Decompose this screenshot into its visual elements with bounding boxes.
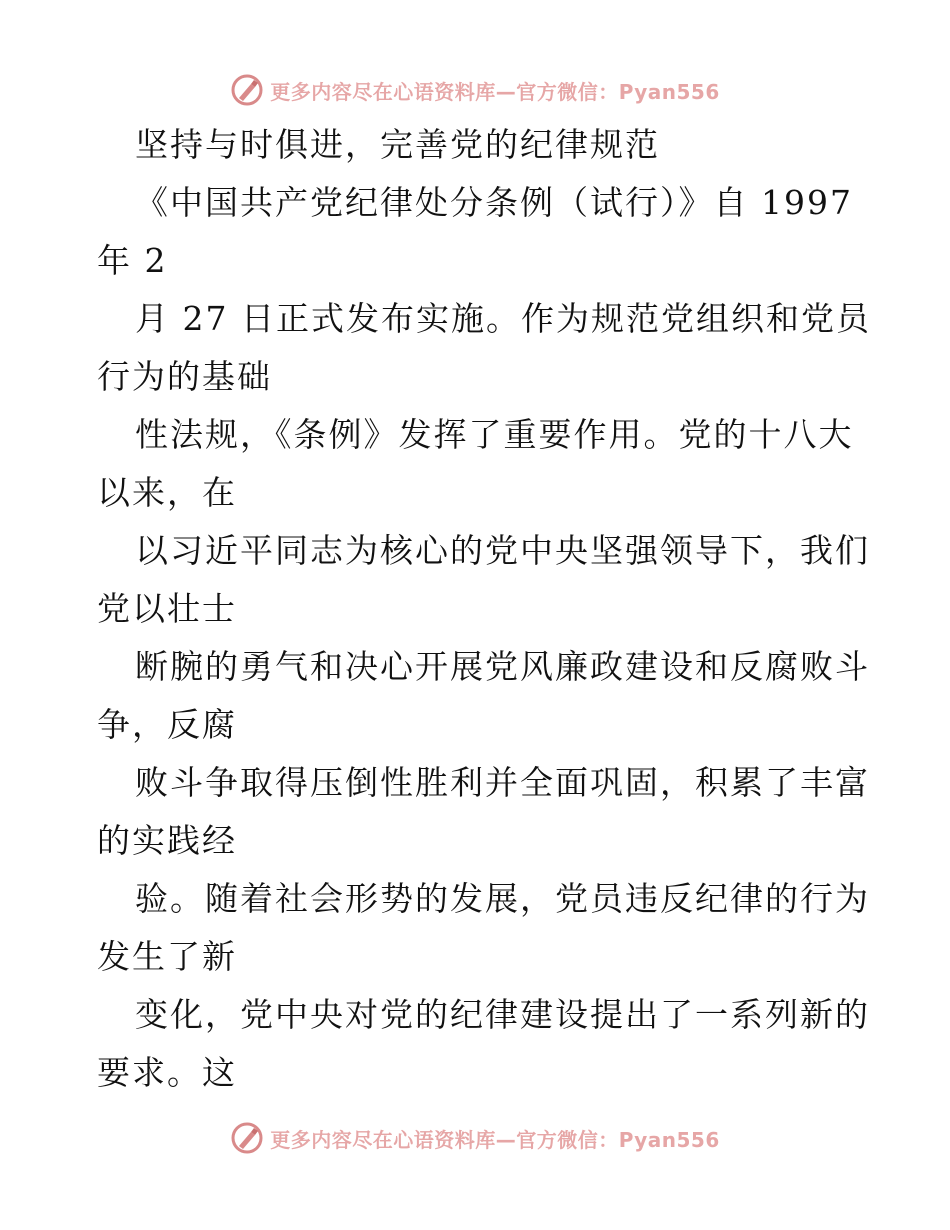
pen-logo-icon	[230, 73, 264, 107]
text-line: 断腕的勇气和决心开展党风廉政建设和反腐败斗	[135, 647, 870, 686]
text-line: 行为的基础	[97, 357, 272, 396]
text-line: 发生了新	[97, 937, 237, 976]
watermark-text: 更多内容尽在心语资料库—官方微信：Pyan556	[270, 79, 720, 104]
text-line: 党以壮士	[97, 589, 237, 628]
pen-logo-icon	[230, 1121, 264, 1155]
text-line: 争，反腐	[97, 705, 237, 744]
header-watermark	[0, 70, 950, 110]
text-line: 坚持与时俱进，完善党的纪律规范	[135, 125, 660, 164]
watermark-text: 更多内容尽在心语资料库—官方微信：Pyan556	[270, 1127, 720, 1152]
text-line: 月 27 日正式发布实施。作为规范党组织和党员	[135, 299, 871, 338]
text-line: 验。随着社会形势的发展，党员违反纪律的行为	[135, 879, 870, 918]
text-line: 《中国共产党纪律处分条例（试行）》自 1997	[135, 183, 853, 222]
text-line: 的实践经	[97, 821, 237, 860]
document-body	[97, 116, 871, 1102]
text-line: 以习近平同志为核心的党中央坚强领导下，我们	[135, 531, 870, 570]
text-line: 性法规，《条例》发挥了重要作用。党的十八大	[135, 415, 854, 454]
text-line: 败斗争取得压倒性胜利并全面巩固，积累了丰富	[135, 763, 870, 802]
text-line: 变化，党中央对党的纪律建设提出了一系列新的	[135, 995, 870, 1034]
text-line: 以来，在	[97, 473, 237, 512]
footer-watermark	[0, 1118, 950, 1158]
text-line: 年 2	[97, 241, 168, 280]
text-line: 要求。这	[97, 1053, 237, 1092]
